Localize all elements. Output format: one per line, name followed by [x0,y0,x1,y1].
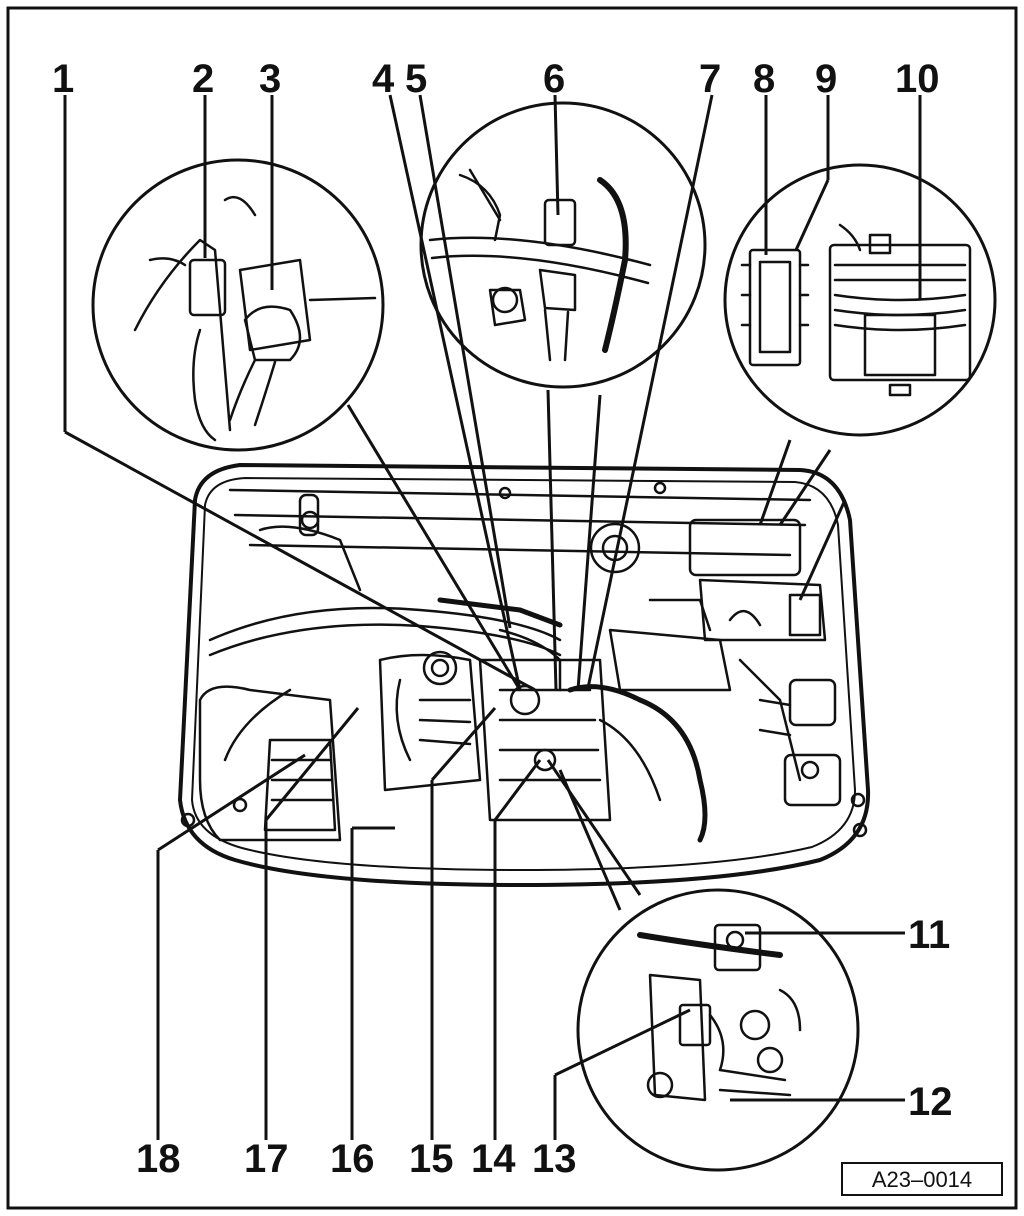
callout-16: 16 [330,1137,375,1181]
callout-12: 12 [908,1080,953,1124]
callout-9: 9 [815,57,838,101]
reference-code: A23–0014 [871,1167,973,1192]
callout-4: 4 [372,57,395,101]
detail-view-left [93,160,383,450]
callout-17: 17 [244,1137,289,1181]
callout-15: 15 [409,1137,454,1181]
reference-code-box [842,1163,1002,1195]
callout-5: 5 [405,57,428,101]
callout-10: 10 [895,57,940,101]
callout-3: 3 [259,57,282,101]
callout-7: 7 [699,57,722,101]
callout-11: 11 [908,913,951,957]
callout-18: 18 [136,1137,181,1181]
callout-6: 6 [543,57,566,101]
callout-1: 1 [52,57,75,101]
callout-2: 2 [192,57,215,101]
callout-14: 14 [471,1137,516,1181]
callout-13: 13 [532,1137,577,1181]
callout-8: 8 [753,57,776,101]
